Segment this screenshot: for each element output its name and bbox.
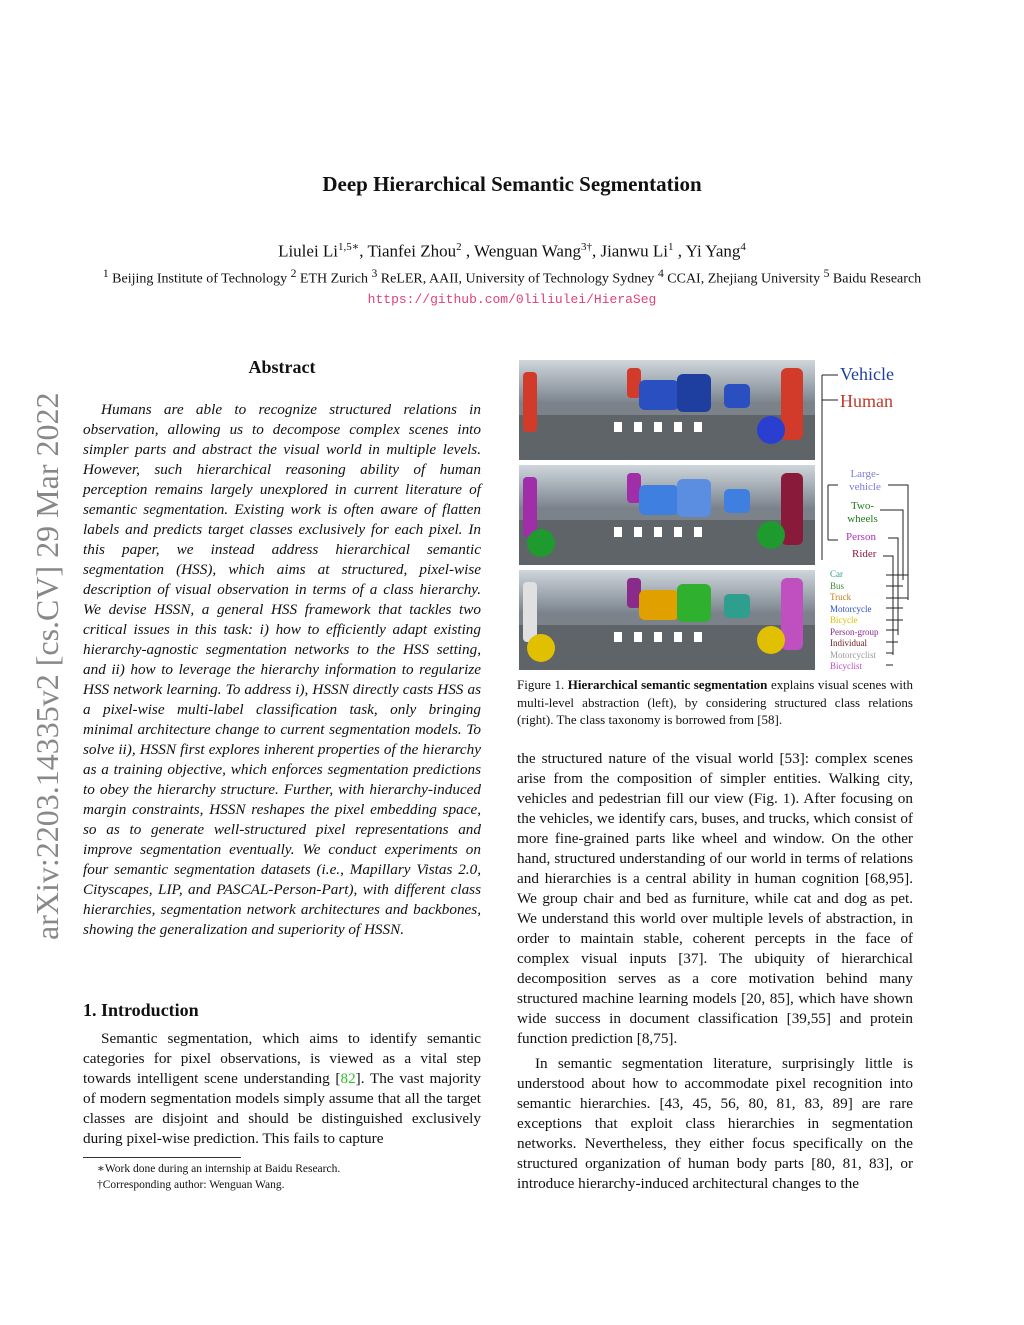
caption-bold: Hierarchical semantic segmentation xyxy=(567,677,768,692)
code-link[interactable]: https://github.com/0liliulei/HieraSeg xyxy=(367,292,657,307)
abstract-body xyxy=(83,400,481,940)
affiliations: $^1$ Beijing Institute of Technology $^2$ ETH Zurich $^3$ ReLER, AAII, University of Technology Sydney $^4$ CCAI, Zhejiang University $^5$ Baidu Research xyxy=(102,267,922,287)
scene-panel-top xyxy=(519,360,815,460)
figure-1-scene-images xyxy=(519,360,815,670)
leaf-individual: Individual xyxy=(830,638,867,648)
arxiv-stamp-text: arXiv:2203.14335v2 [cs.CV] 29 Mar 2022 xyxy=(29,392,65,940)
caption-label: Figure 1. xyxy=(517,677,565,692)
intro-paragraph-3 xyxy=(517,1054,913,1194)
intro-paragraph-2 xyxy=(517,749,913,1049)
scene-panel-bottom xyxy=(519,570,815,670)
intro-p3-text: In semantic segmentation literature, surprisingly little is understood about how to accommodate pixel recognition into semantic hierarchies. [43, 45, 56, 80, 81, 83, 89] are rare exceptions that exploit class hierarchies in segmentation networks. Nevertheless, they either focus specifically on the structured organization of human body parts [80, 81, 83], or introduce hierarchy-induced architectural changes to the xyxy=(517,1055,913,1192)
arxiv-stamp xyxy=(20,345,70,945)
footnote-divider xyxy=(83,1157,241,1158)
author-list: Liulei $Li^{1,5∗}$, Tianfei Zhou$^2$ , Wenguan Wang$^{3\dagger}$, Jianwu Li$^1$ , Yi Yang$^4$ xyxy=(278,241,746,261)
leaf-truck: Truck xyxy=(830,592,852,602)
intro-p2-text: the structured nature of the visual world [53]: complex scenes arise from the composition of simpler entities. Walking city, vehicles and pedestrian fill our view (Fig. 1). After focusing on the vehicles, we identify cars, buses, and trucks, which consist of more fine-grained parts like wheel and window. On the other hand, structured understanding of our world in terms of relations and hierarchies is a central ability in human cognition [68,95]. We group chair and bed as furniture, while cat and dog as pet. We understand this world over multiple levels of abstraction, in order to maintain stable, coherent percepts in the face of complex visual inputs [37]. The ubiquity of hierarchical decomposition serves as a core motivation behind many structured machine learning models [20, 85], which have shown wide success in document classification [39,55] and protein function prediction [8,75]. xyxy=(517,750,913,1047)
leaf-bus: Bus xyxy=(830,580,845,591)
taxonomy-top-human: Human xyxy=(840,391,893,411)
taxonomy-mid-person: Person xyxy=(846,531,876,543)
taxonomy-leaf-list xyxy=(830,569,879,673)
leaf-person-group: Person-group xyxy=(830,626,879,637)
taxonomy-mid-two-wheels: Two-wheels xyxy=(847,500,878,525)
intro-paragraph-1 xyxy=(83,1029,481,1149)
abstract-text: Humans are able to recognize structured relations in observation, allowing us to decompose complex scenes into simpler parts and abstract the visual world in multiple levels. However, such hierarchical reasoning ability of human perception remains largely unexplored in current literature of semantic segmentation. Existing work is often aware of flatten labels and predicts target classes exclusively for each pixel. In this paper, we instead address hierarchical semantic segmentation (HSS), which aims at structured, pixel-wise description of visual observation in terms of a class hierarchy. We devise HSSN, a general HSS framework that tackles two critical issues in this task: i) how to efficiently adapt existing hierarchy-agnostic segmentation networks to the HSS setting, and ii) how to leverage the hierarchy information to regularize HSS network learning. To address i), HSSN directly casts HSS as a pixel-wise multi-label classification task, only bringing minimal architecture change to current segmentation models. To solve ii), HSSN first explores inherent properties of the hierarchy as a training objective, which enforces segmentation predictions to obey the hierarchy structure. Further, with hierarchy-induced margin constraints, HSSN reshapes the pixel embedding space, so as to generate well-structured pixel representations and improve segmentation eventually. We conduct experiments on four semantic segmentation datasets (i.e., Mapillary Vistas 2.0, Cityscapes, LIP, and PASCAL-Person-Part), with different class hierarchies, segmentation network architectures and backbones, showing the generalization and superiority of HSSN. xyxy=(83,401,481,938)
intro-heading: 1. Introduction xyxy=(83,1000,199,1020)
leaf-bicyclist: Bicyclist xyxy=(830,661,862,671)
paper-title: Deep Hierarchical Semantic Segmentation xyxy=(322,172,702,196)
figure-1-caption xyxy=(517,676,913,729)
leaf-car: Car xyxy=(830,569,843,579)
abstract-heading: Abstract xyxy=(248,357,316,377)
intro-p1-end: ]. The vast majority of modern segmentation models simply assume that all the target classes are disjoint and should be distinguished exclusively during pixel-wise prediction. This fails to capture xyxy=(83,1070,481,1147)
taxonomy-mid-large-vehicle: Large-vehicle xyxy=(849,468,881,493)
leaf-motorcyclist: Motorcyclist xyxy=(830,649,876,660)
footnote-2: †Corresponding author: Wenguan Wang. xyxy=(97,1179,285,1191)
citation-link[interactable]: 82 xyxy=(340,1070,356,1087)
intro-p1-start: Semantic segmentation, which aims to identify semantic categories for pixel observations, is viewed as a vital step towards intelligent scene understanding [ xyxy=(83,1030,481,1087)
caption-text: explains visual scenes with multi-level abstraction (left), by considering structured class relations (right). The class taxonomy is borrowed from [58]. xyxy=(517,677,914,727)
figure-1-taxonomy xyxy=(818,360,920,670)
leaf-motorcycle: Motorcycle xyxy=(830,603,872,614)
scene-panel-middle xyxy=(519,465,815,565)
leaf-bicycle: Bicycle xyxy=(830,615,858,625)
taxonomy-mid-rider: Rider xyxy=(852,548,877,560)
footnote-1: ∗Work done during an internship at Baidu Research. xyxy=(97,1163,341,1175)
footnotes xyxy=(83,1161,481,1193)
taxonomy-top-vehicle: Vehicle xyxy=(840,364,894,384)
